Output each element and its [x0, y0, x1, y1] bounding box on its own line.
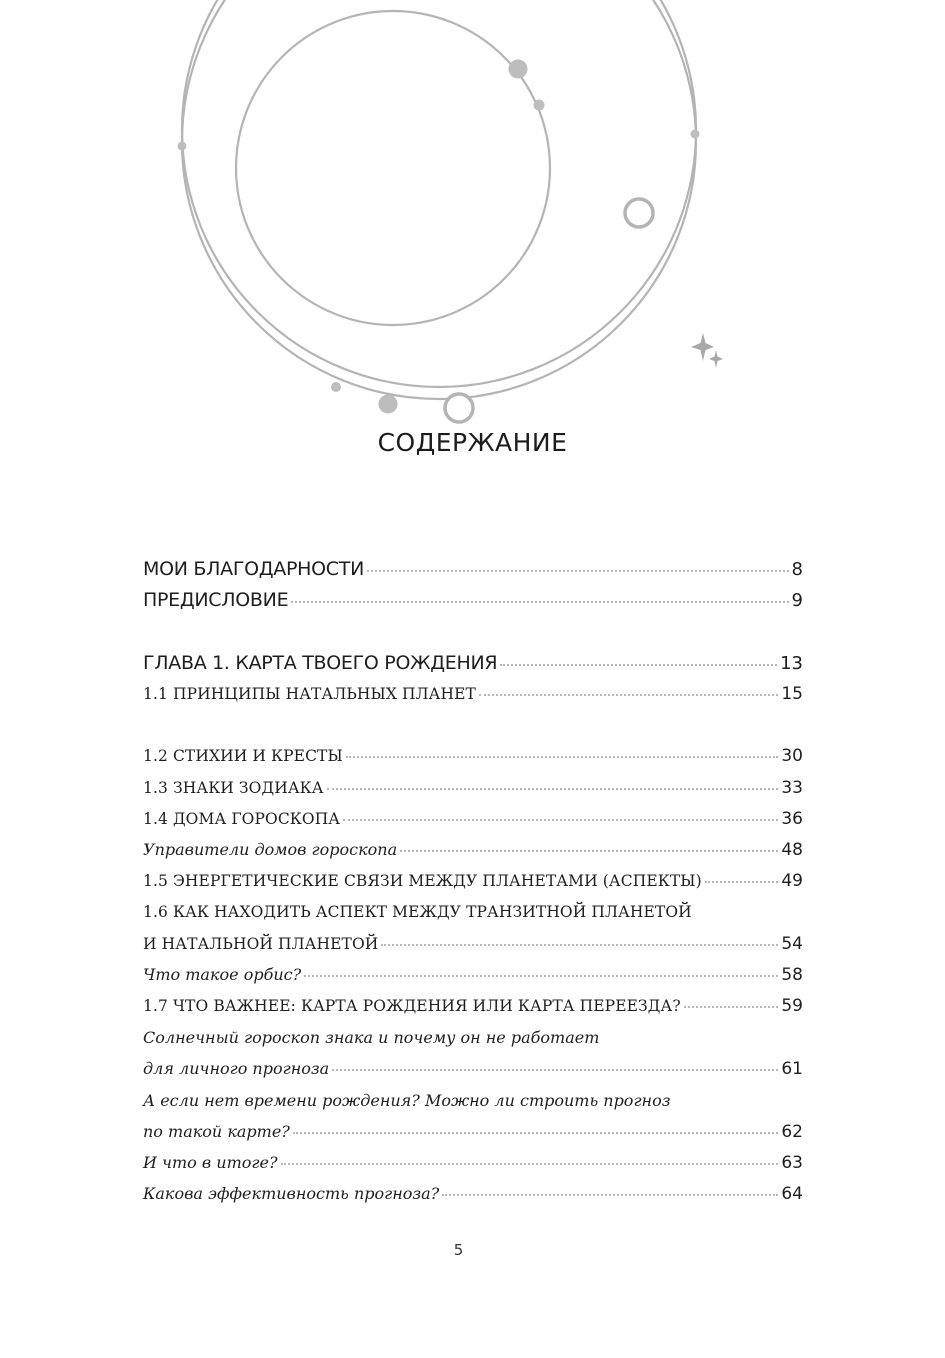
planet-dot: [509, 60, 528, 79]
ring-planet: [445, 394, 473, 422]
toc-page-number: 59: [781, 996, 803, 1016]
toc-page-number: 30: [781, 746, 803, 766]
dot-leader: [367, 570, 789, 572]
toc-entry-label: 1.4 ДОМА ГОРОСКОПА: [143, 810, 341, 828]
dot-leader: [332, 1069, 778, 1071]
toc-page-number: 64: [781, 1184, 803, 1204]
toc-entry-label: И что в итоге?: [143, 1153, 278, 1172]
planet-dot: [534, 100, 545, 111]
toc-entry-summary[interactable]: [143, 1153, 803, 1173]
toc-entry-label: ГЛАВА 1. КАРТА ТВОЕГО РОЖДЕНИЯ: [143, 652, 498, 674]
toc-entry-1-3[interactable]: [143, 778, 803, 798]
toc-entry-label: А если нет времени рождения? Можно ли строить прогноз: [143, 1091, 671, 1110]
toc-entry-no-time[interactable]: [143, 1122, 803, 1142]
toc-page-number: 15: [781, 684, 803, 704]
toc-entry-1-2[interactable]: [143, 746, 803, 766]
toc-entry-label: по такой карте?: [143, 1122, 290, 1141]
dot-leader: [479, 694, 778, 696]
toc-page-number: 9: [791, 590, 803, 611]
toc-page-number: 36: [781, 809, 803, 829]
planet-dot: [691, 130, 700, 139]
toc-entry-label: 1.1 ПРИНЦИПЫ НАТАЛЬНЫХ ПЛАНЕТ: [143, 685, 476, 703]
outer-orbit: [182, 0, 696, 387]
toc-page-number: 58: [781, 965, 803, 985]
toc-page-number: 33: [781, 778, 803, 798]
toc-entry-no-time-line-1[interactable]: [143, 1091, 670, 1111]
toc-page-number: 13: [780, 653, 803, 674]
page-number: 5: [453, 1241, 464, 1259]
toc-page-number: 63: [781, 1153, 803, 1173]
page-title: СОДЕРЖАНИЕ: [377, 428, 568, 457]
planet-dot: [379, 395, 398, 414]
toc-entry-label: 1.5 ЭНЕРГЕТИЧЕСКИЕ СВЯЗИ МЕЖДУ ПЛАНЕТАМИ (АСПЕКТЫ): [143, 872, 702, 890]
toc-entry-1-5[interactable]: [143, 871, 803, 891]
toc-page-number: 54: [781, 934, 803, 954]
toc-entry-solar-line-1[interactable]: [143, 1028, 599, 1048]
sparkle-stars-icon: [691, 333, 723, 368]
toc-entry-label: 1.6 КАК НАХОДИТЬ АСПЕКТ МЕЖДУ ТРАНЗИТНОЙ ПЛАНЕТОЙ: [143, 903, 692, 921]
toc-entry-house-rulers[interactable]: [143, 840, 803, 860]
toc-page-number: 48: [781, 840, 803, 860]
toc-entry-label: для личного прогноза: [143, 1059, 330, 1078]
toc-entry-orbis[interactable]: [143, 965, 803, 985]
toc-page-number: 62: [781, 1122, 803, 1142]
toc-entry-label: Управители домов гороскопа: [143, 840, 398, 859]
dot-leader: [500, 664, 777, 666]
toc-entry-label: ПРЕДИСЛОВИЕ: [143, 589, 289, 611]
toc-entry-label: И НАТАЛЬНОЙ ПЛАНЕТОЙ: [143, 935, 379, 953]
toc-entry-1-4[interactable]: [143, 809, 803, 829]
toc-entry-label: 1.3 ЗНАКИ ЗОДИАКА: [143, 779, 324, 797]
dot-leader: [304, 975, 778, 977]
dot-leader: [293, 1132, 778, 1134]
toc-page-number: 49: [781, 871, 803, 891]
dot-leader: [281, 1163, 779, 1165]
toc-entry-label: Какова эффективность прогноза?: [143, 1184, 440, 1203]
toc-entry-chapter-1[interactable]: [143, 652, 803, 674]
toc-entry-1-6-line-1[interactable]: [143, 903, 692, 922]
toc-entry-label: 1.7 ЧТО ВАЖНЕЕ: КАРТА РОЖДЕНИЯ ИЛИ КАРТА ПЕРЕЕЗДА?: [143, 997, 681, 1015]
dot-leader: [442, 1194, 778, 1196]
toc-page-number: 61: [781, 1059, 803, 1079]
toc-entry-label: 1.2 СТИХИИ И КРЕСТЫ: [143, 747, 343, 765]
inner-orbit: [236, 11, 550, 325]
dot-leader: [343, 819, 778, 821]
toc-entry-solar[interactable]: [143, 1059, 803, 1079]
dot-leader: [684, 1006, 779, 1008]
toc-entry-1-1[interactable]: [143, 684, 803, 704]
toc-entry-1-7[interactable]: [143, 996, 803, 1016]
toc-entry-label: Что такое орбис?: [143, 965, 302, 984]
toc-entry-label: МОИ БЛАГОДАРНОСТИ: [143, 558, 364, 580]
toc-entry-acknowledgements[interactable]: [143, 558, 803, 580]
dot-leader: [327, 788, 779, 790]
dot-leader: [291, 601, 788, 603]
dot-leader: [400, 850, 778, 852]
toc-entry-1-6[interactable]: [143, 934, 803, 954]
middle-orbit: [182, 0, 696, 399]
planetary-orbits-illustration: [0, 0, 945, 430]
ring-planet: [625, 199, 653, 227]
toc-entry-label: Солнечный гороскоп знака и почему он не работает: [143, 1028, 600, 1047]
dot-leader: [381, 944, 778, 946]
toc-entry-preface[interactable]: [143, 589, 803, 611]
planet-dot: [178, 142, 187, 151]
toc-page-number: 8: [791, 559, 803, 580]
planet-dot: [331, 382, 341, 392]
dot-leader: [346, 756, 779, 758]
toc-entry-efficiency[interactable]: [143, 1184, 803, 1204]
dot-leader: [705, 881, 779, 883]
